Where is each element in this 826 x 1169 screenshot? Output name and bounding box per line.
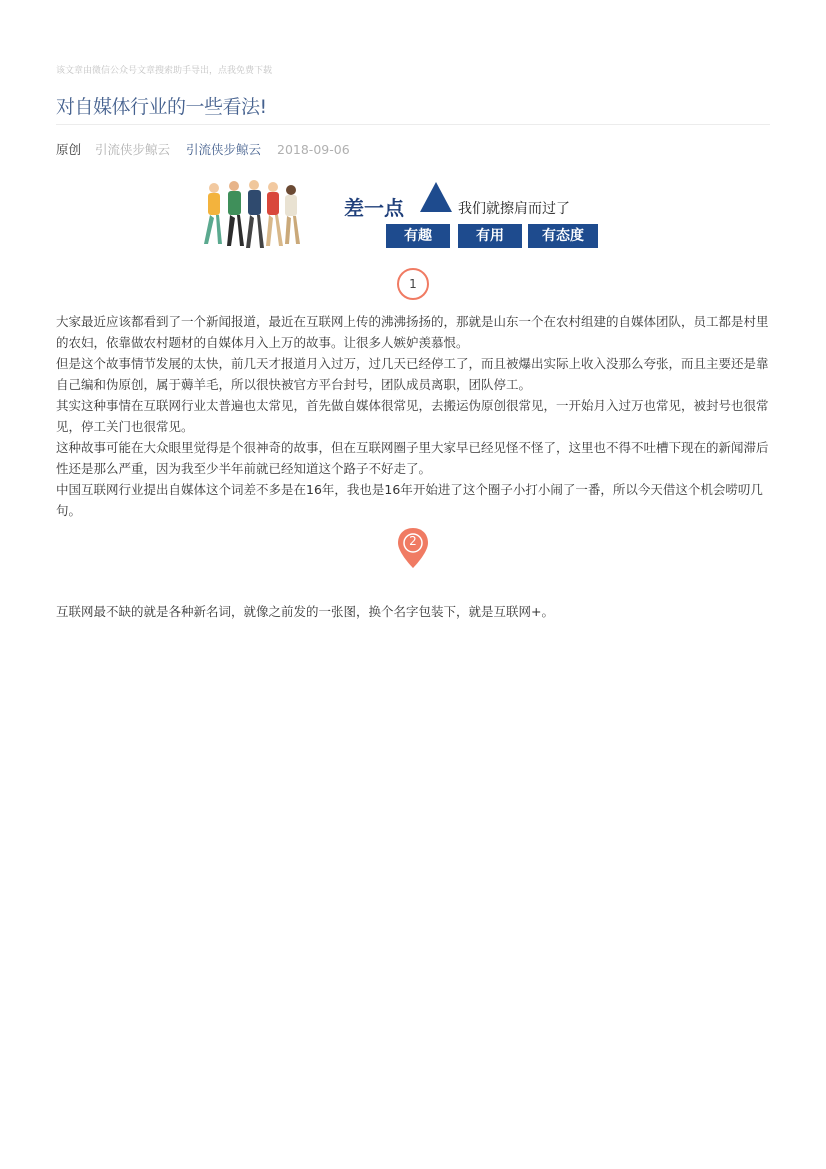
tag-interesting: 有趣 bbox=[386, 224, 450, 248]
section-number-badge: 2 bbox=[409, 534, 417, 548]
banner-headline: 差一点 bbox=[344, 196, 404, 220]
paragraph: 但是这个故事情节发展的太快，前几天才报道月入过万，过几天已经停工了，而且被爆出实际上收入没那么夸张，而且主要还是靠自己编和伪原创，属于薅羊毛，所以很快被官方平台封号，团队成员离职，团队停工。 bbox=[56, 356, 769, 392]
export-notice-link[interactable]: 该文章由微信公众号文章搜索助手导出，点我免费下载 bbox=[56, 66, 273, 76]
triangle-icon bbox=[418, 180, 454, 214]
paragraph: 其实这种事情在互联网行业太普遍也太常见，首先做自媒体很常见，去搬运伪原创很常见，一开始月入过万也常见，被封号也很常见，停工关门也很常见。 bbox=[56, 398, 769, 434]
paragraph: 大家最近应该都看到了一个新闻报道，最近在互联网上传的沸沸扬扬的，那就是山东一个在农村组建的自媒体团队，员工都是村里的农妇，依靠做农村题材的自媒体月入上万的故事。让很多人嫉妒羡慕恨。 bbox=[56, 314, 769, 350]
tag-useful: 有用 bbox=[458, 224, 522, 248]
header-banner bbox=[194, 178, 614, 256]
people-illustration bbox=[194, 178, 304, 256]
title-divider bbox=[56, 124, 770, 125]
paragraph: 中国互联网行业提出自媒体这个词差不多是在16年，我也是16年开始进了这个圈子小打小闹了一番，所以今天借这个机会唠叨几句。 bbox=[56, 482, 763, 518]
section-number-badge: 1 bbox=[397, 268, 429, 300]
account-link[interactable]: 引流侠步鲸云 bbox=[186, 142, 262, 157]
article-meta bbox=[56, 140, 350, 158]
map-pin-icon bbox=[396, 526, 430, 570]
author-name: 引流侠步鲸云 bbox=[95, 142, 171, 157]
banner-subline: 我们就擦肩而过了 bbox=[458, 201, 570, 217]
tag-attitude: 有态度 bbox=[528, 224, 598, 248]
original-label: 原创 bbox=[56, 142, 82, 157]
paragraph: 互联网最不缺的就是各种新名词，就像之前发的一张图，换个名字包装下，就是互联网+。 bbox=[56, 604, 554, 619]
paragraph: 这种故事可能在大众眼里觉得是个很神奇的故事，但在互联网圈子里大家早已经见怪不怪了，这里也不得不吐槽下现在的新闻滞后性还是那么严重，因为我至少半年前就已经知道这个路子不好走了。 bbox=[56, 440, 769, 476]
publish-date: 2018-09-06 bbox=[277, 142, 350, 157]
page-title: 对自媒体行业的一些看法! bbox=[56, 96, 267, 118]
